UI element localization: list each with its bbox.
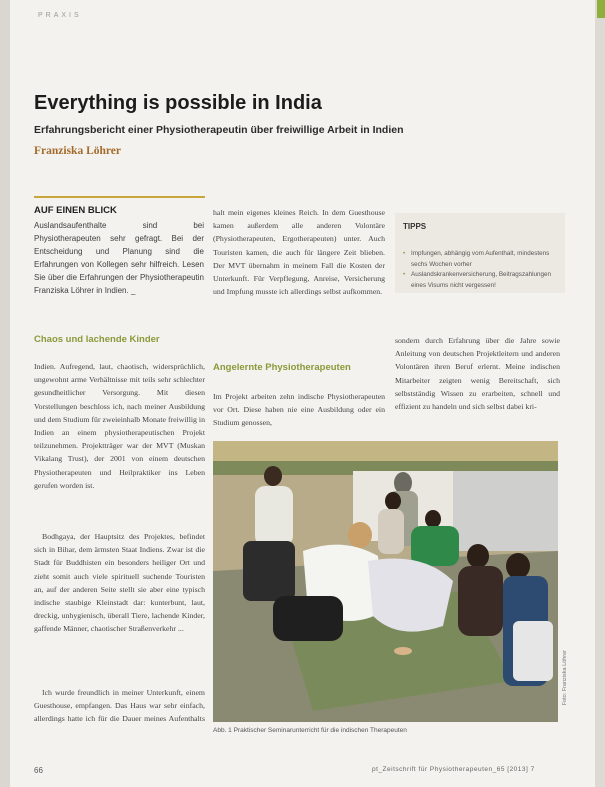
body-text-chaos: Indien. Aufregend, laut, chaotisch, widersprüchlich, ungewohnt arme Verhältnisse mit teils sehr schlechter gesundheitlicher Versorgung. Mit diesen Vorstellungen beschloss ich, nach meiner Ausbildung und dem Studium für zweieinhalb Monate freiwillig in Indien an einem physiotherapeutischen Projekt teilzunehmen. Projektträger war der MVT (Muskan Vikalang Trust), der 2001 von einem deutschen Physiotherapeuten und Heilpraktiker ins Leben gerufen worden ist. [34,362,205,490]
bullet-icon: • [403,250,406,257]
body-text-guesthouse-cont: halt mein eigenes kleines Reich. In dem Guesthouse kamen außerdem alle anderen Volontäre (Physiotherapeuten, Ergotherapeuten) unter. Auch Touristen kamen, die auch für längere Zeit blieben. Der MVT übernahm in meinem Fall die Kosten der Unterkunft. Für Verpflegung, Anreise, Versicherung und Impfung musste ich allerdings selbst aufkommen. [213,208,385,297]
section-heading-chaos: Chaos und lachende Kinder [34,334,160,345]
body-text-right: sondern durch Erfahrung über die Jahre sowie Anleitung von deutschen Projektleitern und anderen Volontären ihren Beruf erlernt. Meine indischen Mitarbeiter zeigten wenig Bereitschaft, sich selbstständig Wissen zu erarbeiten, schnell und effizient zu handeln und sich selbst dabei kri- [395,336,560,412]
body-text-guesthouse: Ich wurde freundlich in meiner Unterkunft, einem Guesthouse, empfangen. Das Haus war sehr einfach, allerdings hatte ich für die Dauer meines Aufenthalts [34,688,205,724]
bullet-icon: • [403,271,406,278]
article-photo [213,441,558,722]
article-title: Everything is possible in India [34,92,322,114]
summary-text: Auslandsaufenthalte sind bei Physiotherapeuten sehr gefragt. Bei der Entscheidung und Planung sind die Erfahrungen von Kollegen sehr hilfreich. Lesen Sie über die Erfahrungen der Physiotherapeutin Franziska Löhrer in Indien. _ [34,221,204,296]
body-text-bodhgaya: Bodhgaya, der Hauptsitz des Projektes, befindet sich in Bihar, dem ärmsten Staat Indiens. Zwar ist die Stadt für Buddhisten ein besonders heiliger Ort und zieht somit auch viele spirituell suchende Touristen an, auf der anderen Seite stellt sie aber eine typisch indische staubige Kleinstadt dar: kunterbunt, laut, dreckig, unhygienisch, überall Tiere, lachende Kinder, gaffende Männer, chaotischer Straßenverkehr ... [34,532,205,634]
tips-item: • Auslandskrankenversicherung, Beitragszahlungen eines Visums nicht vergessen! [403,271,552,289]
tips-item: • Impfungen, abhängig vom Aufenthalt, mindestens sechs Wochen vorher [403,250,550,268]
photo-credit: Foto: Franziska Löhrer [562,650,568,706]
tips-list [403,249,558,291]
section-rubric: PRAXIS [38,12,82,19]
page-number: 66 [34,766,43,775]
page-edge-left [0,0,10,787]
section-heading-trained: Angelernte Physiotherapeuten [213,362,351,373]
article-subtitle: Erfahrungsbericht einer Physiotherapeutin über freiwillige Arbeit in Indien [34,124,404,136]
journal-footer: pt_Zeitschrift für Physiotherapeuten_65 [2013] 7 [372,766,535,773]
summary-heading: AUF EINEN BLICK [34,205,117,216]
section-tab-marker [597,0,605,18]
figure-caption: Abb. 1 Praktischer Seminarunterricht für die indischen Therapeuten [213,727,407,734]
article-author: Franziska Löhrer [34,145,121,157]
body-text-trained: Im Projekt arbeiten zehn indische Physiotherapeuten vor Ort. Diese haben nie eine Ausbildung oder ein Studium genossen, [213,392,385,428]
page-edge-right [595,0,605,787]
summary-rule [34,196,205,198]
tips-heading: TIPPS [403,222,427,231]
